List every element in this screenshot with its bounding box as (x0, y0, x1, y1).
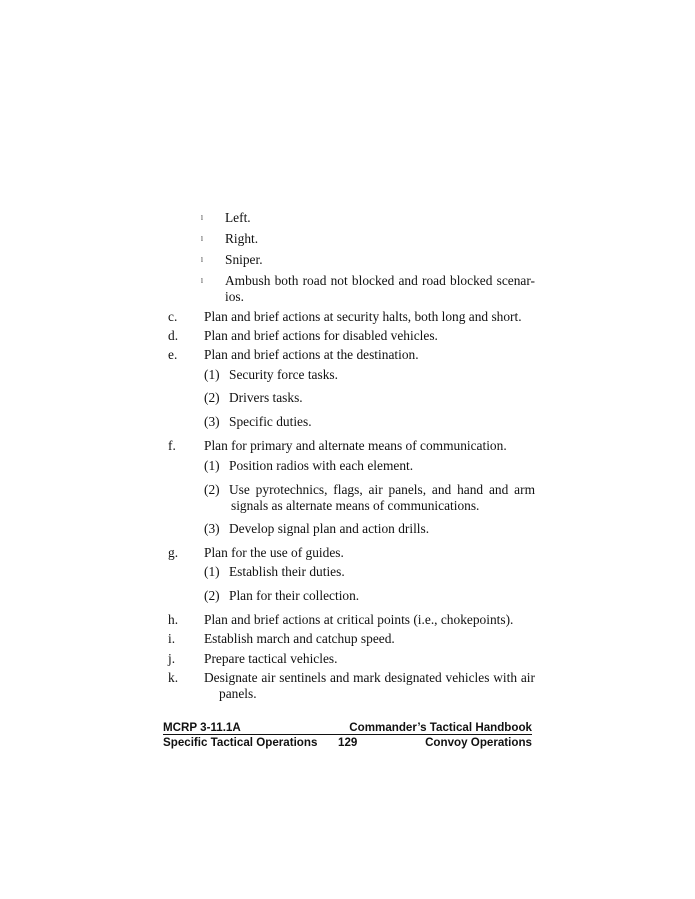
item-letter: h. (168, 612, 179, 627)
sub-item (204, 588, 535, 604)
list-item-g (168, 545, 535, 561)
item-letter: f. (168, 438, 176, 453)
sub-item (204, 482, 535, 514)
sub-item-text: Plan for their collection. (229, 588, 360, 603)
bullet-icon: l (201, 235, 203, 243)
item-text: Plan and brief actions at security halts, both long and short. (204, 309, 522, 324)
sub-item-text: Drivers tasks. (229, 390, 303, 405)
item-letter: k. (168, 670, 179, 685)
footer-divider (163, 734, 532, 735)
item-letter: e. (168, 347, 178, 362)
bullet-icon: l (201, 277, 203, 285)
item-letter: g. (168, 545, 179, 560)
sub-item (204, 367, 535, 383)
item-text: Designate air sentinels and mark designated vehicles with air (204, 670, 535, 685)
bullet-item (199, 252, 535, 268)
handbook-title: Commander’s Tactical Handbook (349, 721, 532, 734)
sub-item (204, 414, 535, 430)
sub-item-text: Develop signal plan and action drills. (229, 521, 430, 536)
sub-item-number: (2) (204, 588, 220, 603)
item-text: Plan and brief actions for disabled vehicles. (204, 328, 438, 343)
sub-item (204, 390, 535, 406)
sub-item-text: Establish their duties. (229, 564, 345, 579)
sub-item-number: (1) (204, 367, 220, 382)
sub-item-number: (2) (204, 482, 220, 497)
bullet-icon: l (201, 256, 203, 264)
sub-item (204, 521, 535, 537)
item-text: Prepare tactical vehicles. (204, 651, 338, 666)
list-item-k (168, 670, 535, 702)
document-id: MCRP 3-11.1A (163, 721, 241, 734)
item-letter: j. (168, 651, 176, 666)
section-title: Specific Tactical Operations (163, 736, 318, 749)
list-item-i (168, 631, 535, 647)
bullet-item (199, 210, 535, 226)
bullet-list (199, 210, 535, 310)
sub-item (204, 458, 535, 474)
sub-item-text: Use pyrotechnics, flags, air panels, and hand and arm (229, 482, 535, 497)
sub-item-number: (3) (204, 521, 220, 536)
item-text: Plan for the use of guides. (204, 545, 344, 560)
item-text: Establish march and catchup speed. (204, 631, 395, 646)
sub-item-number: (3) (204, 414, 220, 429)
list-item-d (168, 328, 535, 344)
item-letter: d. (168, 328, 179, 343)
sub-item-number: (1) (204, 564, 220, 579)
item-letter: c. (168, 309, 178, 324)
list-item-f (168, 438, 535, 454)
page-number: 129 (338, 736, 358, 749)
list-item-j (168, 651, 535, 667)
bullet-text: Sniper. (225, 252, 263, 267)
item-text-continuation: panels. (219, 686, 257, 701)
item-text: Plan and brief actions at critical points (i.e., chokepoints). (204, 612, 514, 627)
list-item-e (168, 347, 535, 363)
bullet-text: Right. (225, 231, 259, 246)
bullet-text: Left. (225, 210, 251, 225)
list-item-h (168, 612, 535, 628)
sub-item-text: Position radios with each element. (229, 458, 414, 473)
item-text: Plan for primary and alternate means of communication. (204, 438, 507, 453)
item-text: Plan and brief actions at the destination. (204, 347, 419, 362)
bullet-text-continuation: ios. (225, 289, 244, 304)
sub-item-number: (1) (204, 458, 220, 473)
chapter-title: Convoy Operations (425, 736, 532, 749)
sub-item-text-continuation: signals as alternate means of communications. (231, 498, 480, 513)
sub-item-number: (2) (204, 390, 220, 405)
sub-item-text: Specific duties. (229, 414, 312, 429)
list-item-c (168, 309, 535, 325)
bullet-item (199, 231, 535, 247)
item-letter: i. (168, 631, 176, 646)
bullet-item (199, 273, 535, 305)
bullet-text: Ambush both road not blocked and road blocked scenar- (225, 273, 535, 288)
sub-item-text: Security force tasks. (229, 367, 338, 382)
bullet-icon: l (201, 214, 203, 222)
sub-item (204, 564, 535, 580)
